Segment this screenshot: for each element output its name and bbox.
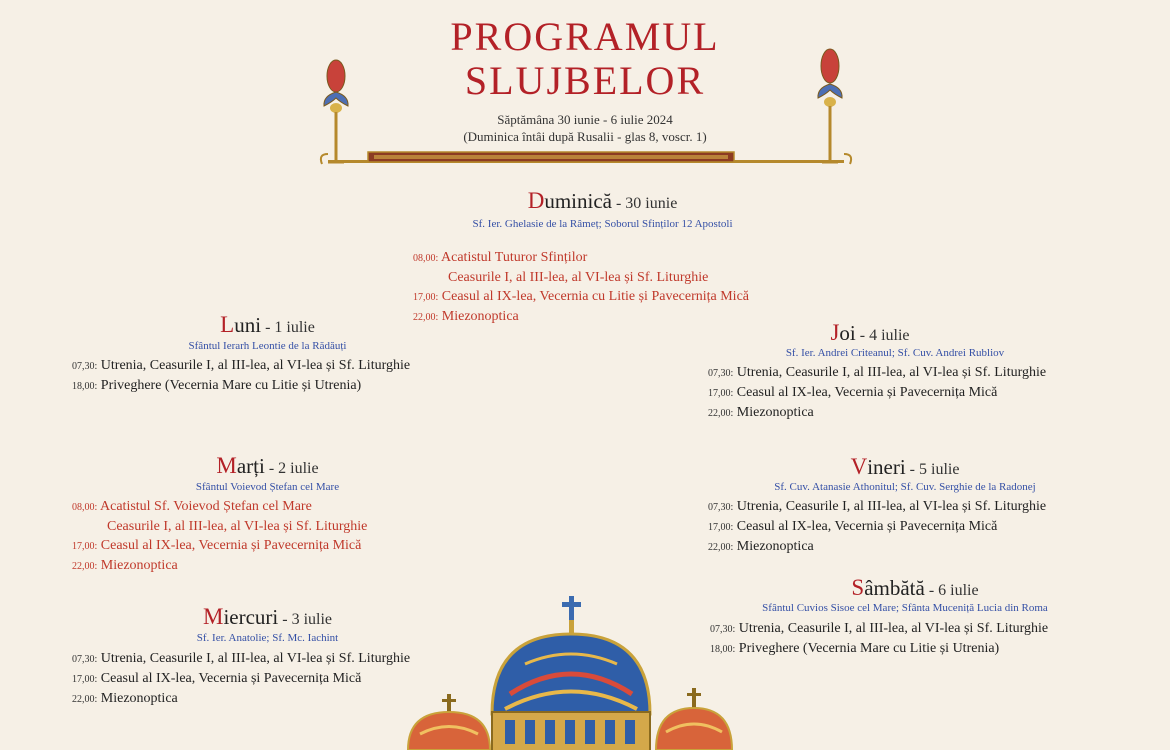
services-marti	[72, 497, 367, 576]
service-time: 17,00:	[72, 541, 98, 552]
service-text: Utrenia, Ceasurile I, al III-lea, al VI-lea și Sf. Liturghie	[736, 499, 1047, 514]
service-time: 18,00:	[72, 381, 98, 392]
church-domes-illustration	[400, 594, 750, 750]
service-line	[708, 497, 1046, 517]
services-joi	[708, 363, 1046, 423]
service-text: Ceasul al IX-lea, Vecernia cu Litie și Pavecernița Mică	[441, 289, 750, 304]
day-header-duminica	[0, 188, 1170, 214]
service-text: Acatistul Tuturor Sfinților	[441, 250, 588, 265]
day-name: uni	[234, 313, 262, 337]
service-line	[708, 403, 1046, 423]
service-text: Miezonoptica	[100, 558, 178, 573]
day-initial: M	[216, 453, 237, 478]
day-initial: M	[202, 604, 224, 629]
service-line	[72, 649, 410, 669]
service-text: Utrenia, Ceasurile I, al III-lea, al VI-lea și Sf. Liturghie	[100, 358, 411, 373]
service-line	[72, 689, 410, 709]
service-time: 17,00:	[708, 388, 734, 399]
service-text: Utrenia, Ceasurile I, al III-lea, al VI-lea și Sf. Liturghie	[736, 365, 1047, 380]
service-line	[72, 536, 367, 556]
service-line	[413, 287, 749, 307]
service-line	[708, 383, 1046, 403]
page-title-line1: PROGRAMUL	[450, 14, 720, 59]
saints-joi: Sf. Ier. Andrei Criteanul; Sf. Cuv. Andrei Rubliov	[785, 347, 1005, 359]
service-text: Ceasul al IX-lea, Vecernia și Pavecernița Mică	[100, 538, 362, 553]
day-date: - 5 iulie	[905, 461, 960, 478]
day-name: âmbătă	[864, 576, 925, 600]
saints-vineri: Sf. Cuv. Atanasie Athonitul; Sf. Cuv. Serghie de la Radonej	[774, 481, 1036, 493]
service-time: 07,30:	[710, 624, 736, 635]
day-date: - 4 iulie	[855, 327, 910, 344]
service-text: Ceasurile I, al III-lea, al VI-lea și Sf. Liturghie	[107, 519, 368, 534]
service-line	[710, 619, 1048, 639]
service-text: Utrenia, Ceasurile I, al III-lea, al VI-lea și Sf. Liturghie	[100, 651, 411, 666]
service-time: 08,00:	[72, 502, 98, 513]
service-text: Miezonoptica	[100, 691, 178, 706]
service-line	[72, 497, 367, 517]
saints-duminica: Sf. Ier. Ghelasie de la Râmeț; Soborul Sfinților 12 Apostoli	[472, 218, 733, 230]
service-time: 22,00:	[72, 561, 98, 572]
day-header-joi	[640, 320, 1100, 346]
service-line	[708, 363, 1046, 383]
service-line	[708, 517, 1046, 537]
page-title-line2: SLUJBELOR	[464, 58, 706, 103]
service-line	[710, 639, 1048, 659]
day-date: - 3 iulie	[278, 611, 332, 628]
week-range: Săptămâna 30 iunie - 6 iulie 2024	[497, 112, 673, 127]
services-sambata	[710, 619, 1048, 659]
day-initial: D	[527, 188, 545, 213]
service-time: 17,00:	[413, 292, 439, 303]
service-time: 08,00:	[413, 253, 439, 264]
day-initial: S	[851, 575, 865, 600]
service-line	[708, 537, 1046, 557]
day-initial: L	[220, 312, 235, 337]
day-name: uminică	[544, 189, 612, 213]
day-header-vineri	[680, 454, 1130, 480]
service-time: 22,00:	[72, 694, 98, 705]
service-text: Ceasul al IX-lea, Vecernia și Pavecernița Mică	[100, 671, 362, 686]
saints-miercuri: Sf. Ier. Anatolie; Sf. Mc. Iachint	[196, 632, 339, 644]
service-line	[72, 669, 410, 689]
service-text: Ceasurile I, al III-lea, al VI-lea și Sf. Liturghie	[448, 270, 709, 285]
service-time: 17,00:	[72, 674, 98, 685]
day-name: oi	[839, 321, 856, 345]
service-text: Acatistul Sf. Voievod Ștefan cel Mare	[100, 499, 312, 514]
day-name: arți	[236, 454, 265, 478]
service-line	[413, 268, 749, 287]
service-time: 07,30:	[72, 361, 98, 372]
services-vineri	[708, 497, 1046, 557]
day-initial: V	[850, 454, 868, 479]
saints-luni: Sfântul Ierarh Leontie de la Rădăuți	[188, 340, 347, 352]
service-time: 07,30:	[708, 368, 734, 379]
day-name: ineri	[867, 455, 906, 479]
border-bar	[318, 148, 854, 168]
service-time: 22,00:	[413, 312, 439, 323]
service-line	[72, 556, 367, 576]
service-line	[72, 356, 410, 376]
service-time: 07,30:	[708, 502, 734, 513]
service-text: Miezonoptica	[736, 539, 814, 554]
service-text: Utrenia, Ceasurile I, al III-lea, al VI-lea și Sf. Liturghie	[738, 621, 1049, 636]
day-date: - 6 iulie	[924, 582, 979, 599]
day-name: iercuri	[223, 605, 279, 629]
service-time: 17,00:	[708, 522, 734, 533]
day-initial: J	[830, 320, 840, 345]
day-date: - 30 iunie	[611, 195, 678, 212]
saints-marti: Sfântul Voievod Ștefan cel Mare	[195, 481, 340, 493]
service-time: 07,30:	[72, 654, 98, 665]
service-text: Ceasul al IX-lea, Vecernia și Pavecernița Mică	[736, 519, 998, 534]
service-line	[72, 517, 367, 536]
service-time: 22,00:	[708, 542, 734, 553]
saints-sambata: Sfântul Cuvios Sisoe cel Mare; Sfânta Muceniță Lucia din Roma	[762, 602, 1048, 614]
services-luni	[72, 356, 410, 396]
service-text: Miezonoptica	[441, 309, 519, 324]
service-time: 18,00:	[710, 644, 736, 655]
day-header-sambata	[690, 575, 1140, 601]
week-note: (Duminica întâi după Rusalii - glas 8, voscr. 1)	[463, 129, 707, 144]
day-header-luni	[0, 312, 535, 338]
service-text: Ceasul al IX-lea, Vecernia și Pavecernița Mică	[736, 385, 998, 400]
service-text: Priveghere (Vecernia Mare cu Litie și Utrenia)	[100, 378, 362, 393]
service-time: 22,00:	[708, 408, 734, 419]
service-text: Priveghere (Vecernia Mare cu Litie și Utrenia)	[738, 641, 1000, 656]
service-line	[413, 248, 749, 268]
day-date: - 1 iulie	[261, 319, 315, 336]
day-date: - 2 iulie	[264, 460, 319, 477]
service-text: Miezonoptica	[736, 405, 814, 420]
service-line	[72, 376, 410, 396]
day-header-marti	[0, 453, 535, 479]
services-miercuri	[72, 649, 410, 709]
